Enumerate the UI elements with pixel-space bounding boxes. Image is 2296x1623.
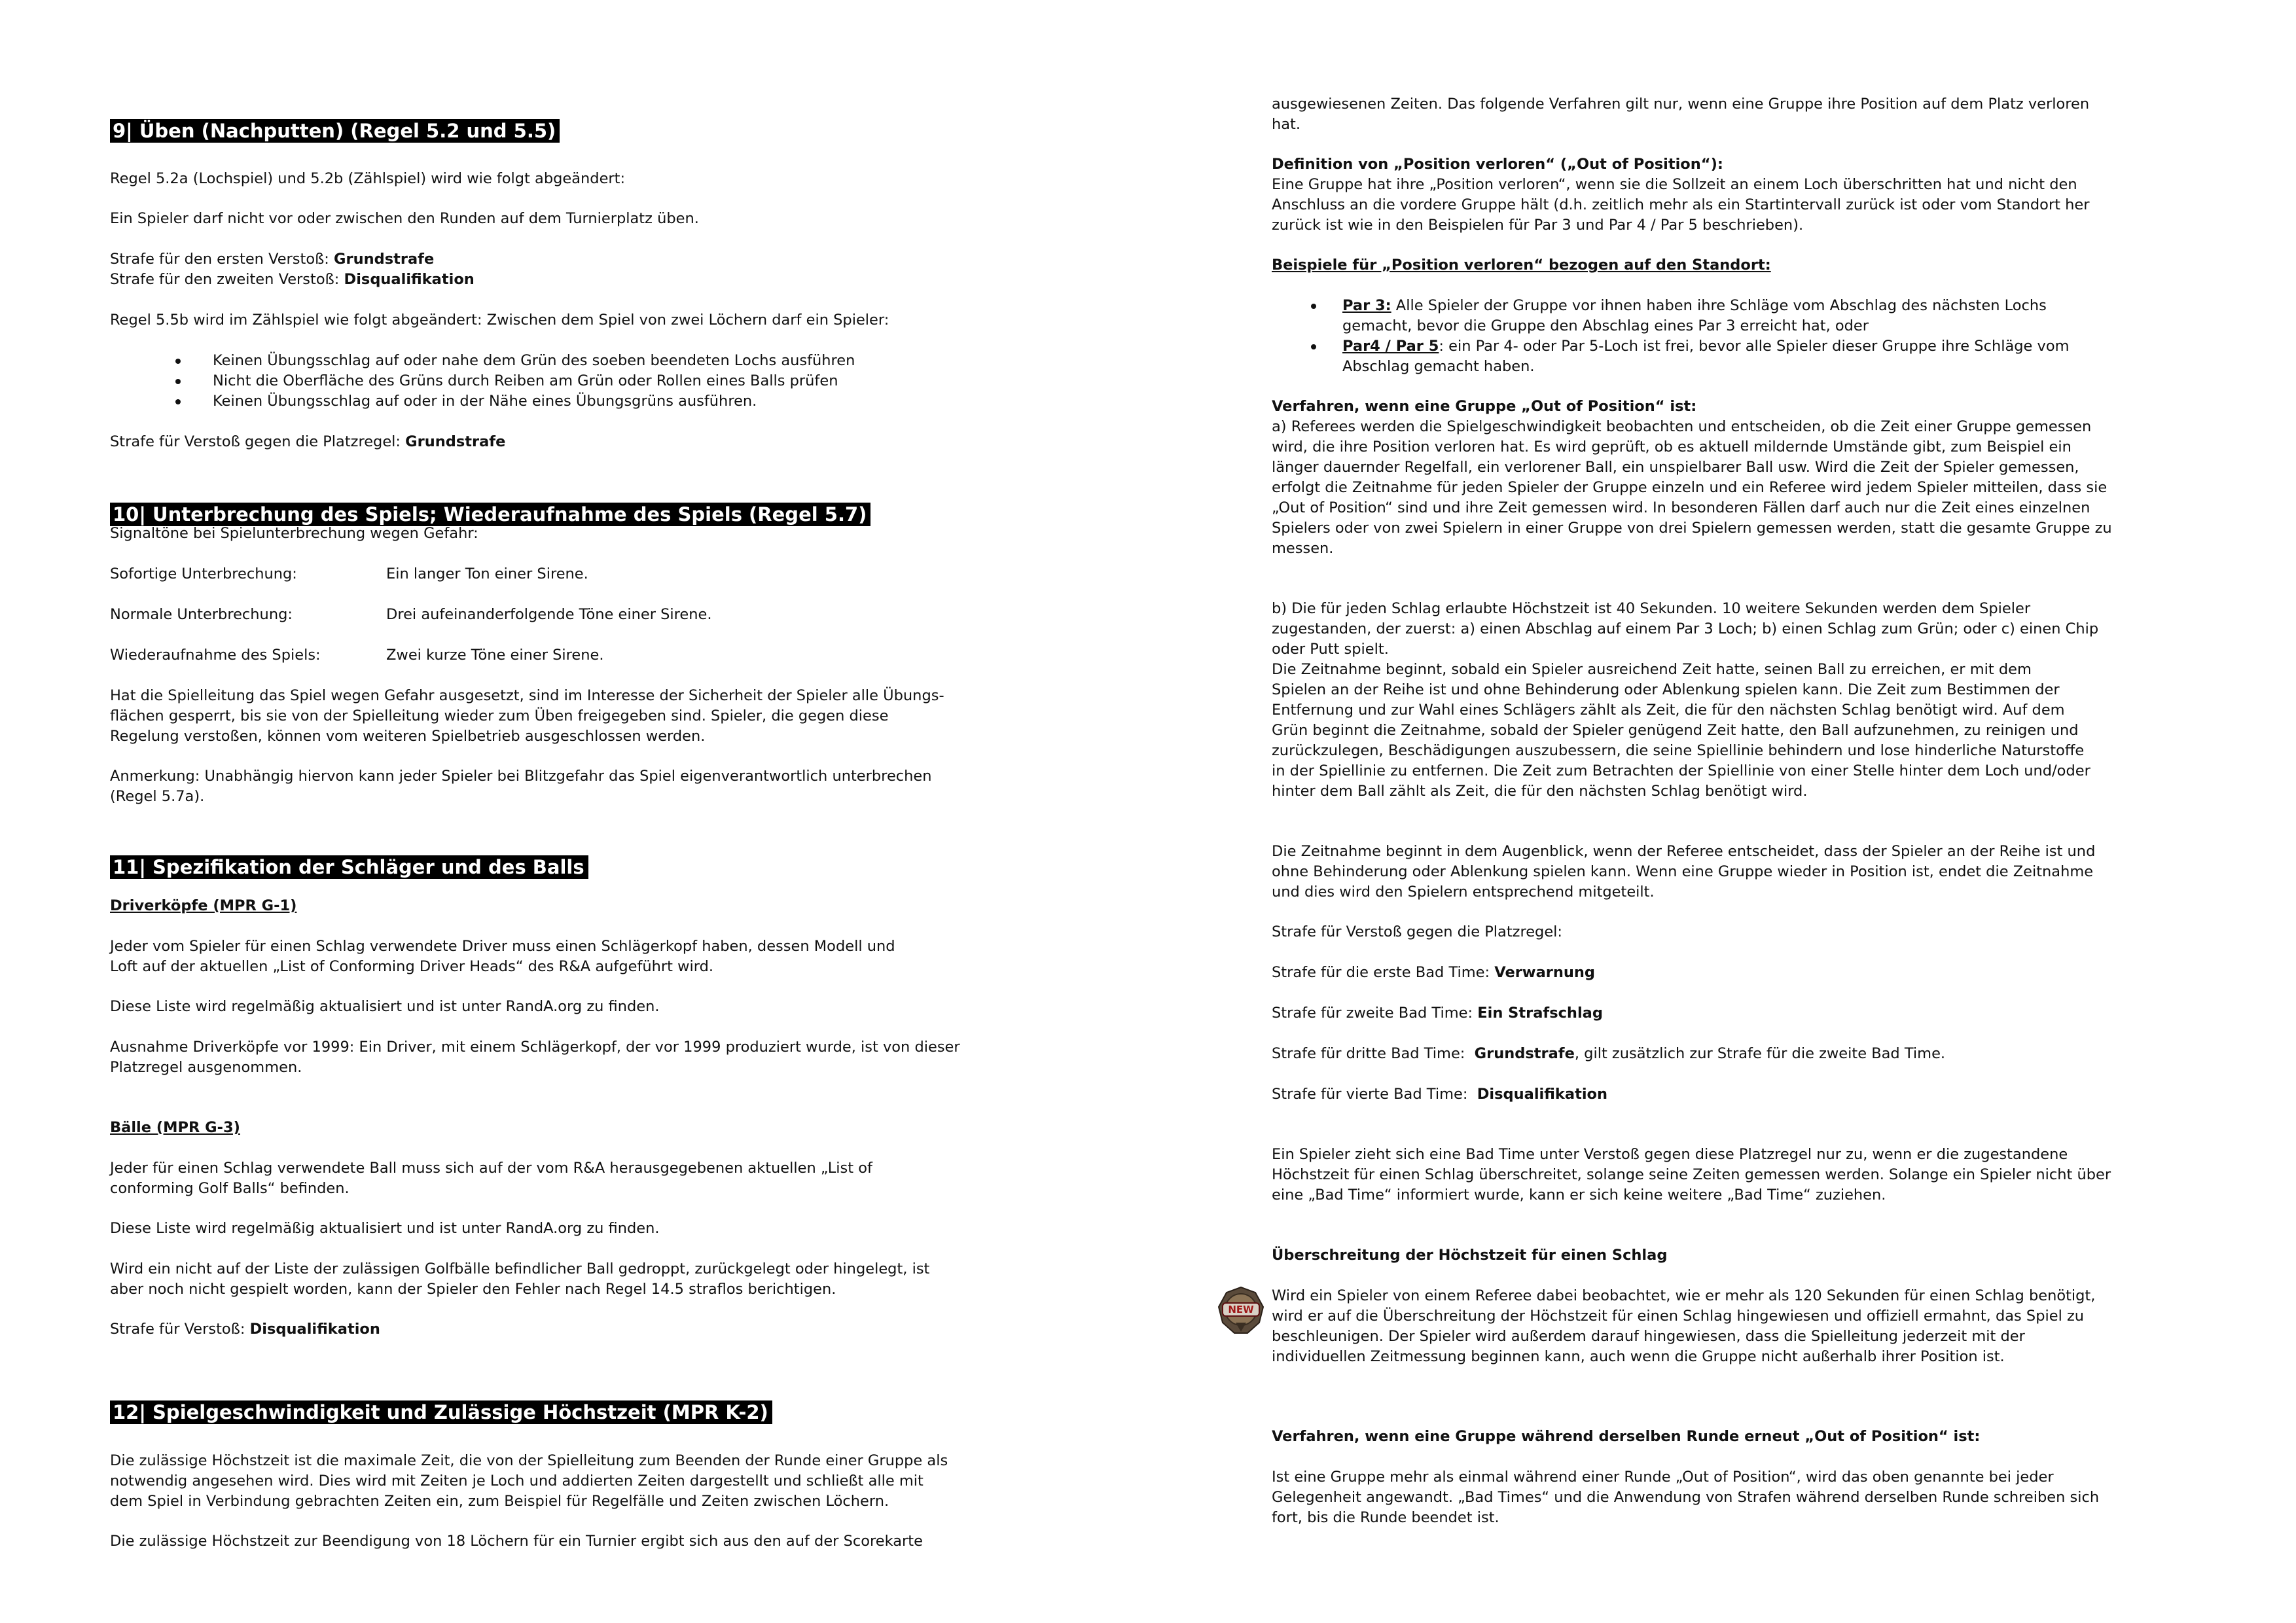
repeat-paragraph: Ist eine Gruppe mehr als einmal während einer Runde „Out of Position“, wird das oben genannte bei jeder Gelegenheit angewandt. „Bad Times“ und die Anwendung von Strafen während derselben Runde schreiben sich fort, bis die Runde beendet ist.	[1272, 1469, 2100, 1526]
section-heading-11: 11| Spezifikation der Schläger und des Balls	[110, 855, 588, 879]
list-item: Keinen Übungsschlag auf oder in der Nähe eines Übungsgrüns ausführen.	[213, 391, 1013, 412]
overtime-title: Überschreitung der Höchstzeit für einen Schlag	[1272, 1247, 1668, 1264]
penalty-line	[110, 1319, 1013, 1340]
penalty-value: Disqualifikation	[249, 1321, 380, 1338]
signal-value: Drei aufeinanderfolgende Töne einer Sirene.	[386, 606, 712, 623]
bullet-list	[213, 351, 1013, 412]
penalty-value: Grundstrafe	[405, 433, 506, 450]
paragraph: Diese Liste wird regelmäßig aktualisiert und ist unter RandA.org zu finden.	[110, 1220, 660, 1237]
procedure-b: b) Die für jeden Schlag erlaubte Höchstzeit ist 40 Sekunden. 10 weitere Sekunden werden dem Spieler zugestanden, der zuerst: a) einen Abschlag auf einem Par 3 Loch; b) einen Schlag zum Grün; oder c) einen Chip oder Putt spielt. Die Zeitnahme beginnt, sobald ein Spieler ausreichend Zeit hatte, seinen Ball zu erreichen, er mit dem Spielen an der Reihe ist und ohne Behinderung oder Ablenkung spielen kann. Die Zeit zum Bestimmen der Entfernung und zur Wahl eines Schlägers zählt als Zeit, die für den nächsten Schlag benötigt wird. Auf dem Grün beginnt die Zeitnahme, sobald der Spieler genügend Zeit hatte, den Ball aufzunehmen, zu reinigen und zurückzulegen, Beschädigungen auszubessern, die seine Spiellinie behindern und lose hinderliche Naturstoffe in der Spiellinie zu entfernen. Die Zeit zum Betrachten der Spiellinie von einer Stelle hinter dem Loch und/oder hinter dem Ball zählt als Zeit, die für den nächsten Schlag benötigt wird.	[1272, 600, 2099, 800]
paragraph: Signaltöne bei Spielunterbrechung wegen Gefahr:	[110, 525, 478, 542]
section-heading-9: 9| Üben (Nachputten) (Regel 5.2 und 5.5)	[110, 119, 560, 143]
examples-list	[1342, 296, 2188, 377]
paragraph: Die zulässige Höchstzeit ist die maximale Zeit, die von der Spielleitung zum Beenden der Runde einer Gruppe als notwendig angesehen wird. Dies wird mit Zeiten je Loch und addierten Zeiten dargestellt und schließt alle mit dem Spiel in Verbindung gebrachten Zeiten ein, zum Beispiel für Regelfälle und Zeiten zwischen Löchern.	[110, 1452, 948, 1510]
paragraph: Regel 5.2a (Lochspiel) und 5.2b (Zählspiel) wird wie folgt abgeändert:	[110, 170, 626, 187]
paragraph: Ein Spieler darf nicht vor oder zwischen den Runden auf dem Turnierplatz üben.	[110, 210, 699, 227]
paragraph: Regel 5.5b wird im Zählspiel wie folgt abgeändert: Zwischen dem Spiel von zwei Löchern darf ein Spieler:	[110, 312, 889, 329]
penalty-value: Disqualifikation	[344, 271, 475, 288]
subheading-drivers: Driverköpfe (MPR G-1)	[110, 897, 297, 914]
signal-label: Normale Unterbrechung:	[110, 606, 293, 623]
section-heading-10: 10| Unterbrechung des Spiels; Wiederaufnahme des Spiels (Regel 5.7)	[110, 503, 870, 526]
examples-title: Beispiele für „Position verloren“ bezogen auf den Standort:	[1272, 257, 1771, 274]
list-item-par3: Par 3: Alle Spieler der Gruppe vor ihnen haben ihre Schläge vom Abschlag des nächsten Lochs gemacht, bevor die Gruppe den Abschlag eines Par 3 erreicht hat, oder	[1342, 296, 2188, 336]
penalty-line: Strafe für dritte Bad Time: Grundstrafe, gilt zusätzlich zur Strafe für die zweite Bad Time.	[1272, 1045, 1946, 1062]
badge-text: NEW	[1228, 1304, 1254, 1315]
signal-value: Ein langer Ton einer Sirene.	[386, 565, 588, 582]
penalty-line: Strafe für zweite Bad Time: Ein Strafschlag	[1272, 1005, 1603, 1022]
paragraph: ausgewiesenen Zeiten. Das folgende Verfahren gilt nur, wenn eine Gruppe ihre Position auf dem Platz verloren hat.	[1272, 96, 2090, 133]
signal-value: Zwei kurze Töne einer Sirene.	[386, 647, 604, 664]
repeat-title: Verfahren, wenn eine Gruppe während derselben Runde erneut „Out of Position“ ist:	[1272, 1428, 1981, 1445]
procedure-a: a) Referees werden die Spielgeschwindigkeit beobachten und entscheiden, ob die Zeit einer Gruppe gemessen wird, die ihre Position verloren hat. Es wird geprüft, ob es aktuell mildernde Umstände gibt, zum Beispiel ein länger dauernder Regelfall, ein verlorener Ball, ein unspielbarer Ball usw. Wird die Zeit der Spieler gemessen, erfolgt die Zeitnahme für jeden Spieler der Gruppe einzeln und ein Referee wird jedem Spieler mitteilen, dass sie „Out of Position“ sind und ihre Zeit gemessen wird. In besonderen Fällen darf auch nur die Zeit eines einzelnen Spielers oder von zwei Spielern in einer Gruppe von drei Spielern gemessen werden, statt die gesamte Gruppe zu messen.	[1272, 418, 2112, 557]
penalty-intro: Strafe für Verstoß gegen die Platzregel:	[1272, 923, 1563, 940]
paragraph: Diese Liste wird regelmäßig aktualisiert und ist unter RandA.org zu finden.	[110, 998, 660, 1015]
paragraph: Wird ein nicht auf der Liste der zulässigen Golfbälle befindlicher Ball gedroppt, zurückgelegt oder hingelegt, ist aber noch nicht gespielt worden, kann der Spieler den Fehler nach Regel 14.5 straflos berichtigen.	[110, 1260, 930, 1298]
signal-label: Sofortige Unterbrechung:	[110, 565, 297, 582]
overtime-paragraph: Wird ein Spieler von einem Referee dabei beobachtet, wie er mehr als 120 Sekunden für einen Schlag benötigt, wird er auf die Überschreitung der Höchstzeit für einen Schlag hingewiesen und offiziell ermahnt, das Spiel zu beschleunigen. Der Spieler wird außerdem darauf hingewiesen, dass die Spielleitung jederzeit mit der individuellen Zeitmessung beginnen kann, auch wenn die Gruppe nicht außerhalb ihrer Position ist.	[1272, 1287, 2096, 1365]
procedure-title: Verfahren, wenn eine Gruppe „Out of Position“ ist:	[1272, 398, 1697, 415]
badtime-paragraph: Ein Spieler zieht sich eine Bad Time unter Verstoß gegen diese Platzregel nur zu, wenn er die zugestandene Höchstzeit für einen Schlag überschreitet, solange seine Zeiten gemessen werden. Solange ein Spieler nicht über eine „Bad Time“ informiert wurde, kann er sich keine weitere „Bad Time“ zuziehen.	[1272, 1146, 2111, 1204]
penalty-value: Grundstrafe	[334, 251, 435, 268]
paragraph: Die zulässige Höchstzeit zur Beendigung von 18 Löchern für ein Turnier ergibt sich aus den auf der Scorekarte	[110, 1533, 923, 1550]
paragraph: Jeder für einen Schlag verwendete Ball muss sich auf der vom R&A herausgegebenen aktuellen „List of conforming Golf Balls“ befinden.	[110, 1160, 872, 1197]
penalty-line: Strafe für vierte Bad Time: Disqualifikation	[1272, 1086, 1608, 1103]
definition-title: Definition von „Position verloren“ („Out of Position“):	[1272, 156, 1723, 173]
list-item-par45: Par4 / Par 5: ein Par 4- oder Par 5-Loch ist frei, bevor alle Spieler dieser Gruppe ihre Schläge vom Abschlag gemacht haben.	[1342, 336, 2188, 377]
penalty-label: Strafe für den ersten Verstoß:	[110, 251, 334, 268]
paragraph-note: Anmerkung: Unabhängig hiervon kann jeder Spieler bei Blitzgefahr das Spiel eigenverantwortlich unterbrechen (Regel 5.7a).	[110, 768, 932, 805]
list-item: Keinen Übungsschlag auf oder nahe dem Grün des soeben beendeten Lochs ausführen	[213, 351, 1013, 371]
signal-label: Wiederaufnahme des Spiels:	[110, 647, 321, 664]
penalty-line	[110, 270, 1013, 290]
paragraph: Ausnahme Driverköpfe vor 1999: Ein Driver, mit einem Schlägerkopf, der vor 1999 produziert wurde, ist von dieser Platzregel ausgenommen.	[110, 1039, 960, 1076]
penalty-line	[110, 432, 1013, 452]
penalty-label: Strafe für den zweiten Verstoß:	[110, 271, 344, 288]
penalty-label: Strafe für Verstoß:	[110, 1321, 250, 1338]
section-heading-12: 12| Spielgeschwindigkeit und Zulässige Höchstzeit (MPR K-2)	[110, 1400, 772, 1424]
subheading-balls: Bälle (MPR G-3)	[110, 1119, 240, 1136]
penalty-label: Strafe für Verstoß gegen die Platzregel:	[110, 433, 406, 450]
list-item: Nicht die Oberfläche des Grüns durch Reiben am Grün oder Rollen eines Balls prüfen	[213, 371, 1013, 391]
penalty-line	[110, 249, 1013, 270]
definition-text: Eine Gruppe hat ihre „Position verloren“, wenn sie die Sollzeit an einem Loch überschritten hat und nicht den Anschluss an die vordere Gruppe hält (d.h. zeitlich mehr als ein Startintervall zurück ist oder vom Standort her zurück ist wie in den Beispielen für Par 3 und Par 4 / Par 5 beschrieben).	[1272, 176, 2090, 234]
paragraph: Jeder vom Spieler für einen Schlag verwendete Driver muss einen Schlägerkopf haben, dessen Modell und Loft auf der aktuellen „List of Conforming Driver Heads“ des R&A aufgeführt wird.	[110, 938, 895, 975]
paragraph: Hat die Spielleitung das Spiel wegen Gefahr ausgesetzt, sind im Interesse der Sicherheit der Spieler alle Übungs- flächen gesperrt, bis sie von der Spielleitung wieder zum Üben freigegeben sind. Spieler, die gegen diese Regelung verstoßen, können vom weiteren Spielbetrieb ausgeschlossen werden.	[110, 687, 944, 745]
timing-paragraph: Die Zeitnahme beginnt in dem Augenblick, wenn der Referee entscheidet, dass der Spieler an der Reihe ist und ohne Behinderung oder Ablenkung spielen kann. Wenn eine Gruppe wieder in Position ist, endet die Zeitnahme und dies wird den Spielern entsprechend mitgeteilt.	[1272, 843, 2096, 901]
penalty-line: Strafe für die erste Bad Time: Verwarnung	[1272, 964, 1596, 981]
new-badge-icon	[1216, 1286, 1266, 1336]
